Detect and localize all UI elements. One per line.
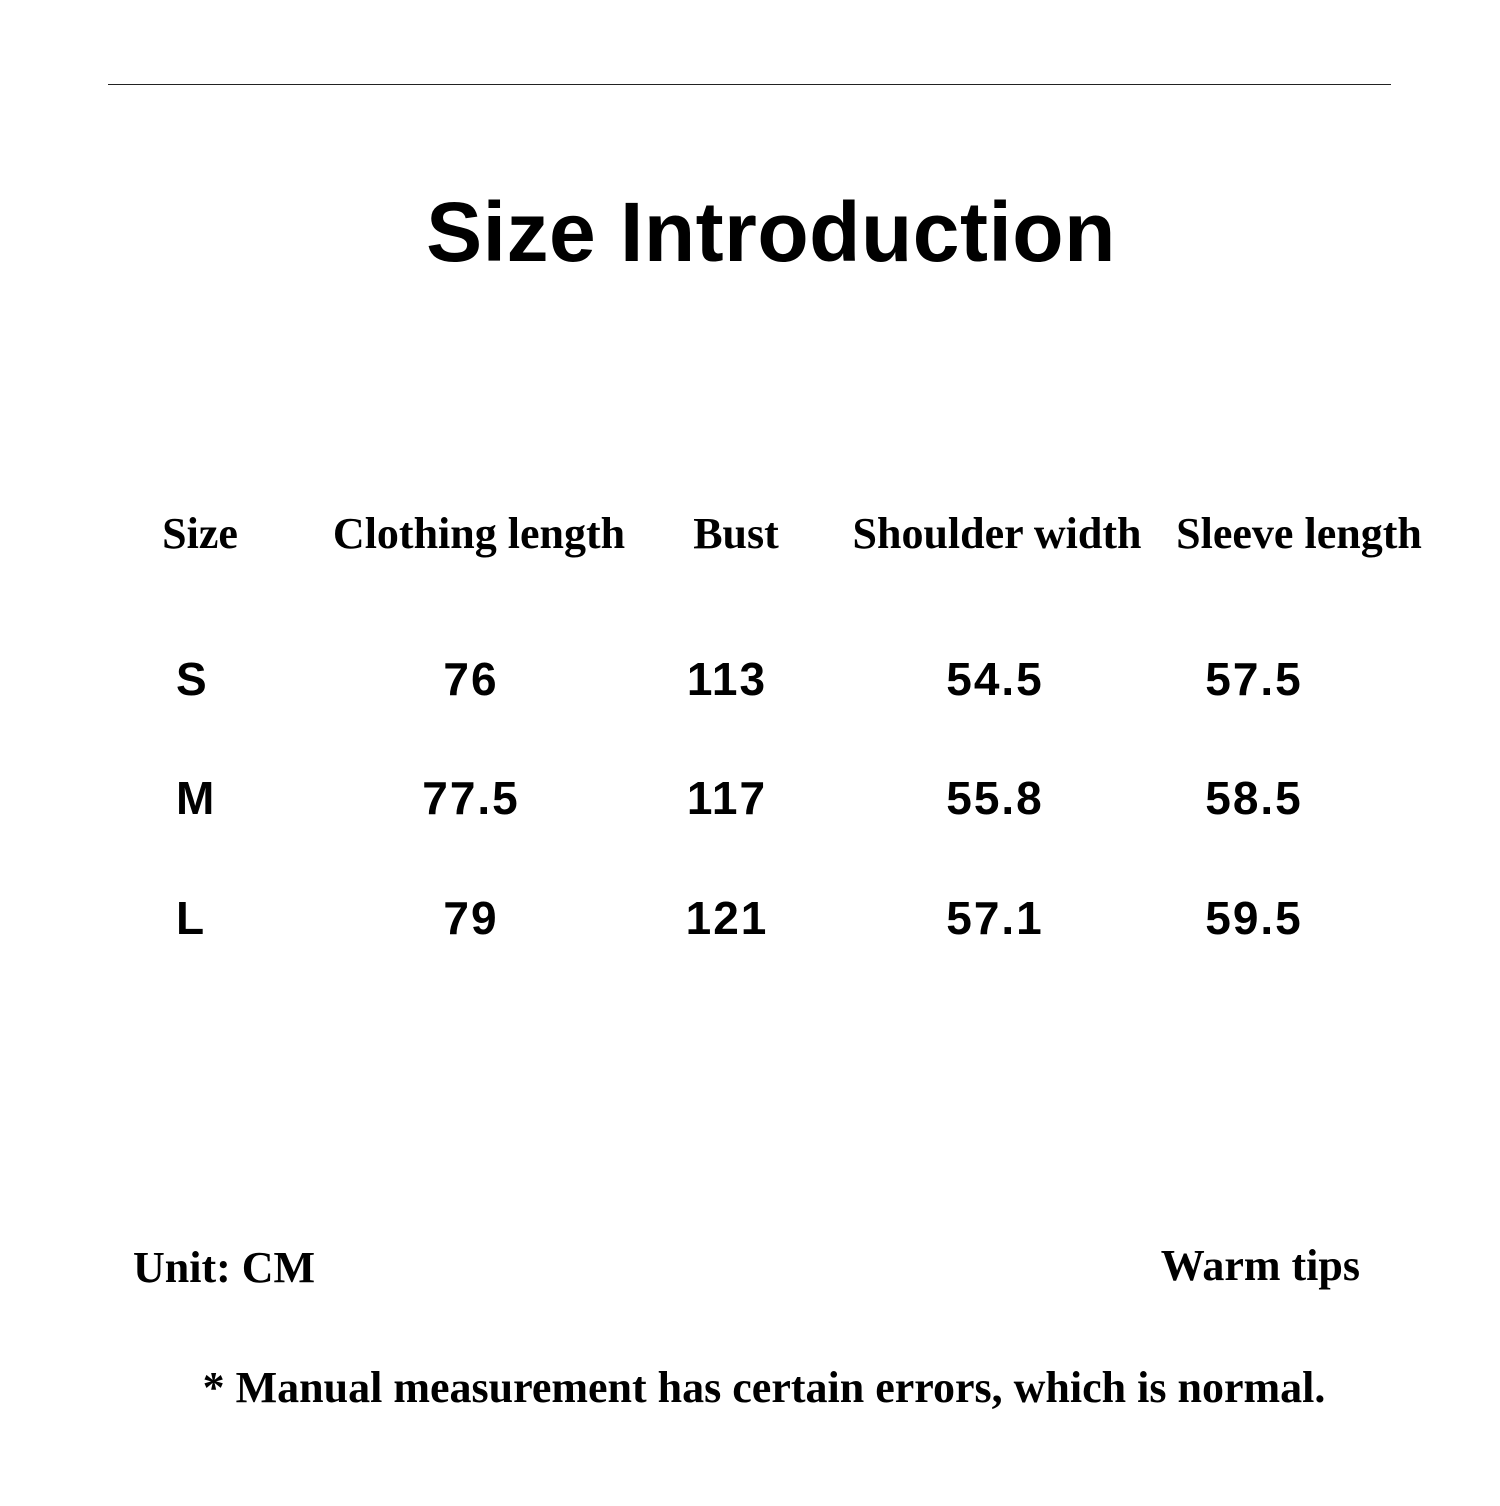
table-cell-bust: 121 <box>685 892 769 944</box>
table-cell-sleeve-length: 57.5 <box>1205 653 1303 705</box>
top-divider <box>108 84 1391 85</box>
header-sleeve-length: Sleeve length <box>1176 509 1422 558</box>
header-clothing-length: Clothing length <box>332 509 626 558</box>
header-size: Size <box>162 509 238 558</box>
unit-label: Unit: CM <box>133 1243 316 1292</box>
table-cell-sleeve-length: 59.5 <box>1205 892 1303 944</box>
table-cell-size: S <box>176 653 209 705</box>
table-cell-shoulder-width: 57.1 <box>946 892 1044 944</box>
page-title: Size Introduction <box>426 185 1116 279</box>
measurement-note: * Manual measurement has certain errors, which is normal. <box>202 1363 1326 1412</box>
table-cell-size: L <box>176 892 207 944</box>
table-cell-size: M <box>176 772 217 824</box>
table-cell-clothing-length: 76 <box>443 653 499 705</box>
table-cell-shoulder-width: 55.8 <box>946 772 1044 824</box>
table-cell-clothing-length: 77.5 <box>422 772 520 824</box>
table-cell-bust: 113 <box>686 653 768 705</box>
table-cell-shoulder-width: 54.5 <box>946 653 1044 705</box>
table-cell-clothing-length: 79 <box>443 892 499 944</box>
header-bust: Bust <box>693 509 779 558</box>
warm-tips-label: Warm tips <box>1160 1241 1360 1290</box>
table-cell-bust: 117 <box>686 772 768 824</box>
table-cell-sleeve-length: 58.5 <box>1205 772 1303 824</box>
header-shoulder-width: Shoulder width <box>852 509 1142 558</box>
